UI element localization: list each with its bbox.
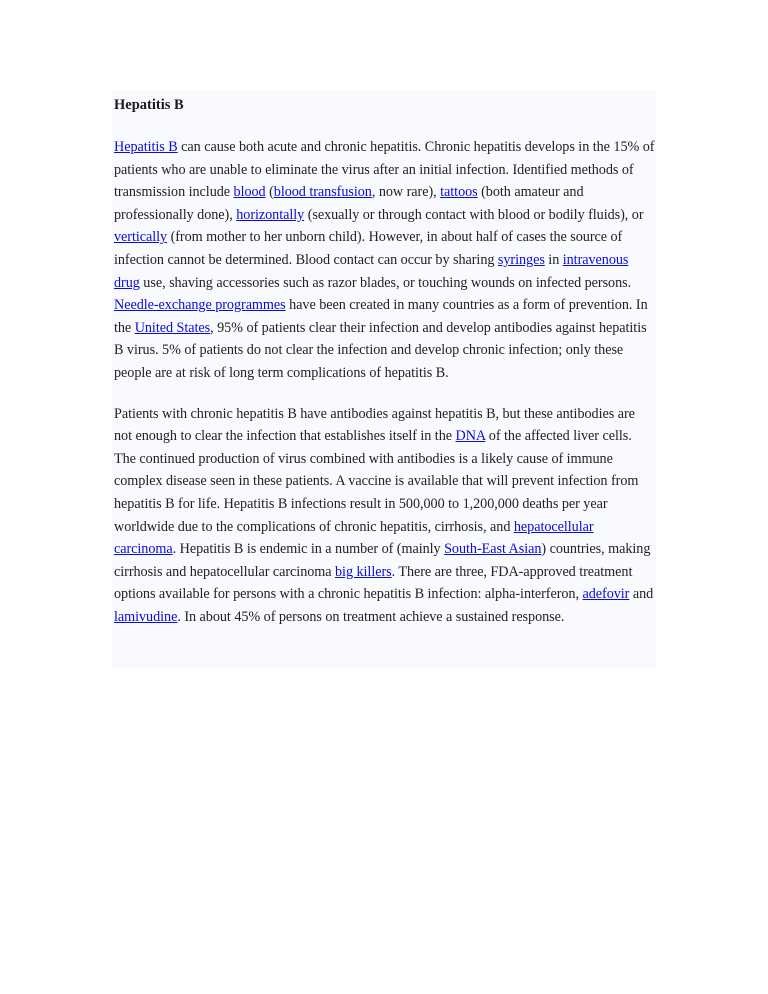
link-hepatitis-b[interactable]: Hepatitis B: [114, 139, 178, 155]
text-run: . Hepatitis B is endemic in a number of (mainly: [172, 541, 445, 558]
text-run: have been created in many countries as a form of prevention. In the: [114, 297, 648, 336]
document-content: [114, 90, 656, 628]
page-title: Hepatitis B: [114, 97, 184, 113]
text-run: . In about 45% of persons on treatment achieve a sustained response.: [177, 608, 565, 625]
document-block: [112, 90, 656, 668]
text-run: , now rare),: [371, 184, 441, 201]
link-blood-transfusion[interactable]: blood transfusion: [273, 184, 372, 201]
paragraph-1: [114, 136, 656, 385]
text-run: (sexually or through contact with blood or bodily fluids), or: [304, 206, 644, 223]
link-needle-exchange-programmes[interactable]: Needle-exchange programmes: [114, 297, 286, 314]
text-run: (: [265, 184, 274, 201]
link-south-east-asian[interactable]: South-East Asian: [444, 541, 542, 558]
text-run: in: [544, 251, 563, 268]
link-blood[interactable]: blood: [233, 184, 266, 201]
link-hepatocellular-carcinoma[interactable]: hepatocellular carcinoma: [114, 518, 594, 558]
link-lamivudine[interactable]: lamivudine: [114, 608, 178, 625]
link-horizontally[interactable]: horizontally: [236, 206, 305, 223]
link-tattoos[interactable]: tattoos: [440, 184, 478, 201]
link-united-states[interactable]: United States: [134, 319, 211, 336]
text-run: use, shaving accessories such as razor blades, or touching wounds on infected persons.: [139, 274, 632, 291]
link-intravenous-drug[interactable]: intravenous drug: [114, 251, 629, 291]
paragraph-2: [114, 403, 656, 629]
text-run: . There are three, FDA-approved treatment options available for persons with a chronic hepatitis B infection: alpha-interferon,: [114, 563, 633, 603]
text-run: of the affected liver cells. The continued production of virus combined with antibodies is a likely cause of immune complex disease seen in these patients. A vaccine is available that will prevent infection from hepatitis B for life. Hepatitis B infections result in 500,000 to 1,200,000 deaths per year worldwide due to the complications of chronic hepatitis, cirrhosis, and: [114, 428, 639, 535]
text-run: Patients with chronic hepatitis B have antibodies against hepatitis B, but these antibodies are not enough to clear the infection that establishes itself in the: [114, 405, 635, 445]
link-syringes[interactable]: syringes: [497, 251, 545, 268]
link-big-killers[interactable]: big killers: [335, 563, 392, 580]
text-run: , 95% of patients clear their infection and develop antibodies against hepatitis B virus. 5% of patients do not clear the infection and develop chronic infection; only these people are at risk of long term complications of hepatitis B.: [114, 319, 647, 381]
text-run: can cause both acute and chronic hepatitis. Chronic hepatitis develops in the 15% of patients who are unable to eliminate the virus after an initial infection. Identified methods of transmission include: [114, 139, 655, 201]
link-adefovir[interactable]: adefovir: [582, 586, 630, 603]
text-run: and: [629, 586, 654, 603]
link-vertically[interactable]: vertically: [114, 229, 168, 246]
text-run: (from mother to her unborn child). However, in about half of cases the source of infection cannot be determined. Blood contact can occur by sharing: [114, 229, 623, 268]
text-run: (both amateur and professionally done),: [114, 184, 584, 223]
link-dna[interactable]: DNA: [455, 428, 486, 445]
text-run: ) countries, making cirrhosis and hepatocellular carcinoma: [114, 541, 651, 580]
